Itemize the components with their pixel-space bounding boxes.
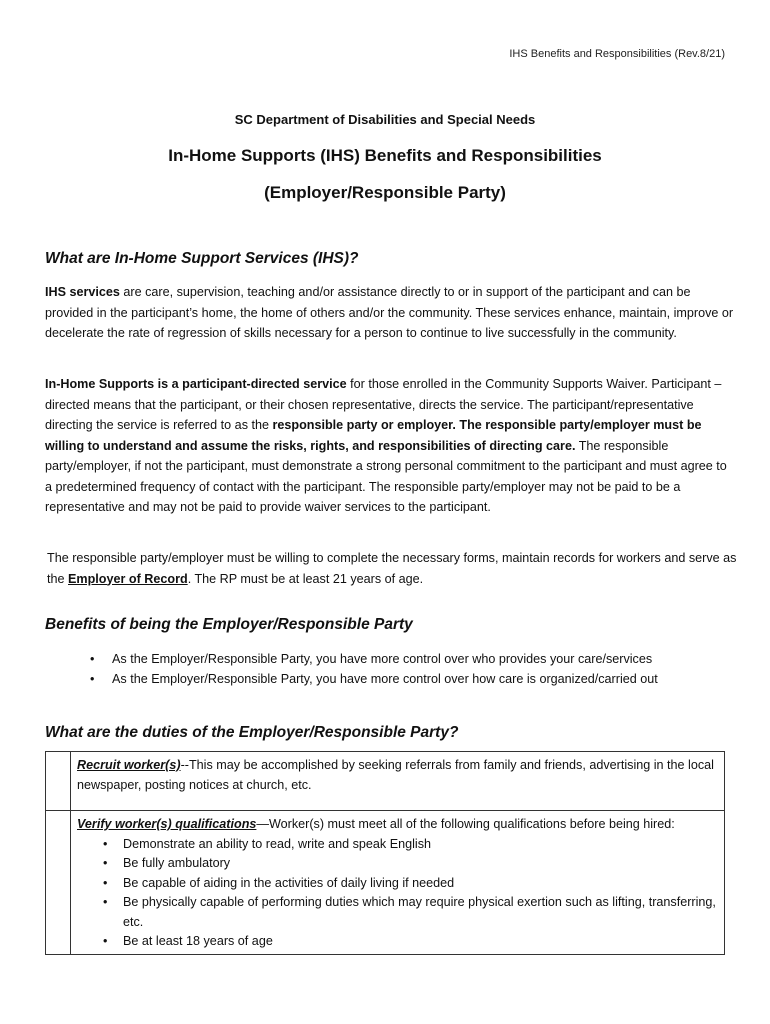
paragraph-text: are care, supervision, teaching and/or assistance directly to or in support of the participant and can be provided in the participant’s home, the home of others and/or the community. These services enhance, maintain, improve or decelerate the rate of regression of skills necessary for a person to continue to live successfully in the community. — [45, 285, 734, 340]
list-item: • As the Employer/Responsible Party, you have more control over how care is organized/carried out — [90, 669, 740, 689]
checkbox-cell[interactable] — [46, 811, 71, 955]
checkbox-cell[interactable] — [46, 752, 71, 811]
table-row — [46, 811, 725, 955]
paragraph-text: The responsible party/employer, if not the participant, must demonstrate a strong personal commitment to the participant and must agree to a predetermined frequency of contact with the participant. The responsible party/employer may not be paid to be a representative and may not be paid to provide waiver services to the participant. — [45, 438, 727, 514]
list-item: • Be at least 18 years of age — [99, 932, 718, 952]
term-employer-of-record: Employer of Record — [68, 571, 188, 586]
duty-title: Verify worker(s) qualifications — [77, 817, 257, 831]
paragraph-ihs-services — [45, 282, 735, 344]
duty-cell — [71, 811, 725, 955]
duty-title: Recruit worker(s) — [77, 758, 181, 772]
duty-cell — [71, 752, 725, 811]
duty-text: —Worker(s) must meet all of the following qualifications before being hired: — [256, 817, 675, 831]
list-item: • Be fully ambulatory — [99, 854, 718, 874]
revision-label: IHS Benefits and Responsibilities (Rev.8/21) — [509, 48, 725, 60]
term-responsible-party: responsible party or employer. The responsible party/employer must be willing to understand and assume the risks, rights, and responsibilities of directing care. — [45, 418, 702, 453]
paragraph-employer-of-record — [47, 548, 737, 589]
list-item: • As the Employer/Responsible Party, you have more control over who provides your care/services — [90, 649, 740, 669]
section-heading-duties: What are the duties of the Employer/Responsible Party? — [45, 724, 459, 741]
duty-text: --This may be accomplished by seeking referrals from family and friends, advertising in the local newspaper, posting notices at church, etc. — [77, 758, 714, 792]
page-subtitle: (Employer/Responsible Party) — [264, 183, 506, 202]
term-ihs-services: IHS services — [45, 285, 120, 299]
list-item: • Demonstrate an ability to read, write and speak English — [99, 835, 718, 855]
paragraph-text: . The RP must be at least 21 years of age. — [187, 571, 424, 586]
agency-name: SC Department of Disabilities and Special Needs — [234, 112, 536, 127]
paragraph-participant-directed — [45, 374, 735, 518]
term-participant-directed: In-Home Supports is a participant-directed service — [45, 377, 347, 391]
section-heading-benefits: Benefits of being the Employer/Responsible Party — [45, 616, 413, 633]
section-heading-ihs: What are In-Home Support Services (IHS)? — [45, 250, 359, 267]
qualifications-list — [77, 835, 718, 952]
paragraph-text: The responsible party/employer must be willing to complete the necessary forms, maintain records for workers and serve as the — [47, 551, 737, 586]
list-item: • Be capable of aiding in the activities of daily living if needed — [99, 874, 718, 894]
paragraph-text: for those enrolled in the Community Supports Waiver. Participant –directed means that the participant, or their chosen representative, directs the service. The participant/representative directing the service is referred to as the — [45, 377, 722, 432]
table-row — [46, 752, 725, 811]
list-item: • Be physically capable of performing duties which may require physical exertion such as lifting, transferring, etc. — [99, 893, 718, 932]
benefits-list — [90, 649, 740, 689]
duties-table — [45, 751, 725, 955]
page-title: In-Home Supports (IHS) Benefits and Responsibilities — [168, 146, 602, 165]
